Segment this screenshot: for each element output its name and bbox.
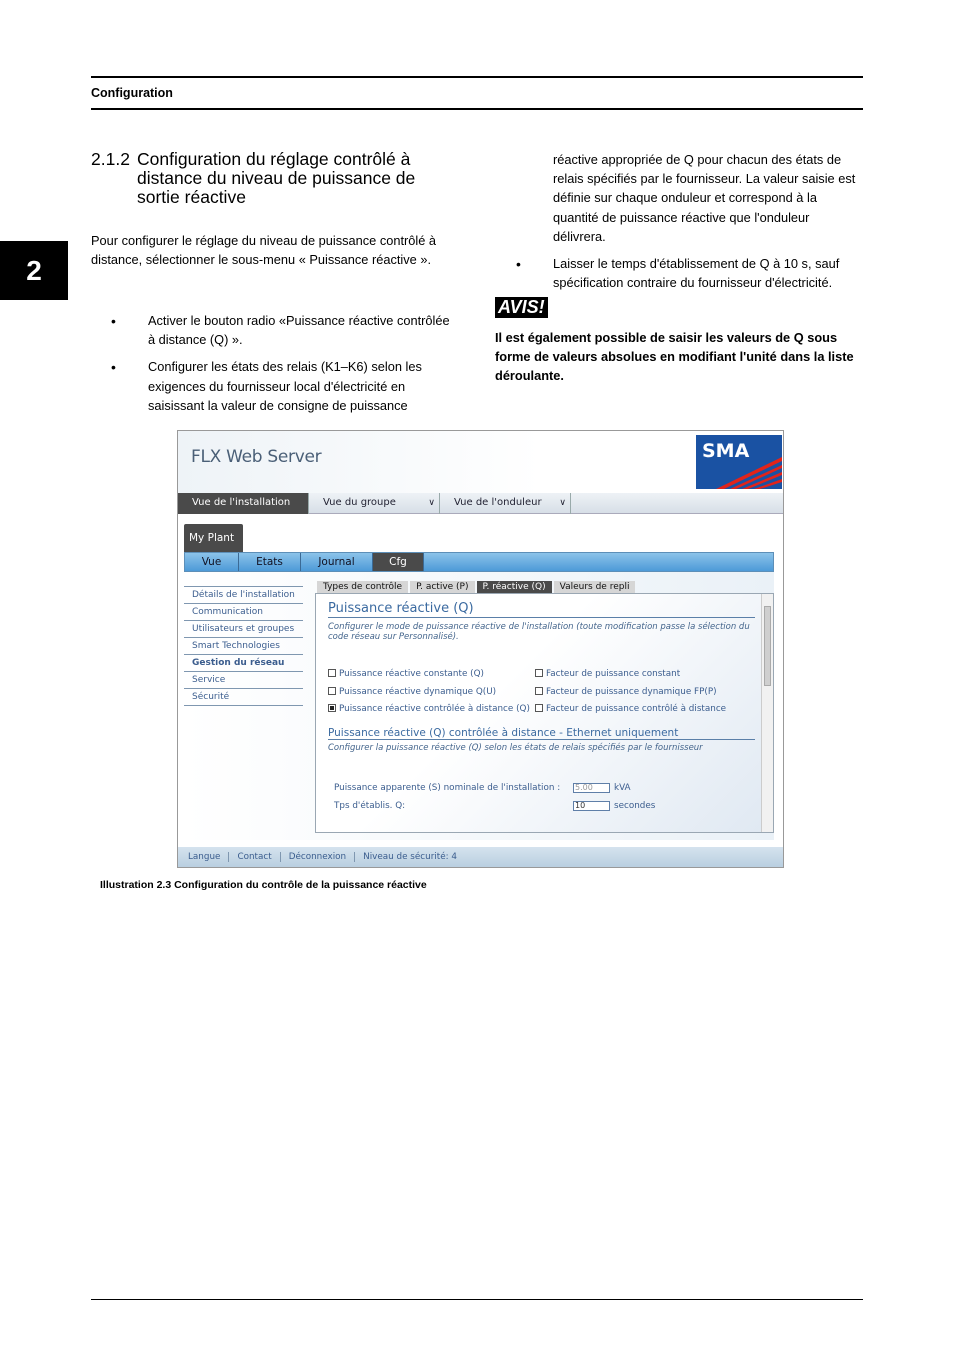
tab-group-view[interactable] [309,493,440,514]
tab-reactive-power[interactable]: P. réactive (Q) [477,581,552,593]
sidebar-item-grid-management[interactable]: Gestion du réseau [184,654,303,671]
option-label: Puissance réactive dynamique Q(U) [339,687,497,697]
header-bottom-rule [91,108,863,110]
tab-active-power[interactable]: P. active (P) [410,581,474,593]
section-title: Configuration du réglage contrôlé à distance du niveau de puissance de sortie réactive [137,149,416,207]
tab-inverter-view[interactable] [440,493,571,514]
radio-button[interactable] [535,669,543,677]
screenshot-header [178,431,783,493]
notice-label: AVIS! [495,297,548,318]
option-constant-pf[interactable] [535,669,680,679]
footer-link-language[interactable]: Langue [188,852,229,862]
sidebar-item-users-groups[interactable]: Utilisateurs et groupes [184,620,303,637]
tab-label: Vue du groupe [323,497,396,508]
bullet-icon: • [111,359,116,376]
running-header: Configuration [91,86,173,100]
security-level: Niveau de sécurité: 4 [363,852,457,862]
logo-text: SMA [702,440,750,462]
list-item-text: Configurer les états des relais (K1–K6) selon les exigences du fournisseur local d'électricité en saisissant la valeur de consigne de puissance [148,359,422,413]
option-remote-pf[interactable] [535,704,726,714]
main-area [184,572,774,840]
option-constant-q[interactable] [328,669,484,679]
settling-time-input[interactable]: 10 [573,801,610,811]
settling-time-unit: secondes [614,801,656,811]
list-item [495,254,865,292]
intro-paragraph: Pour configurer le réglage du niveau de puissance contrôlé à distance, sélectionner le sous-menu « Puissance réactive ». [91,233,437,268]
footer-link-contact[interactable]: Contact [237,852,280,862]
figure-caption: Illustration 2.3 Configuration du contrôle de la puissance réactive [100,879,427,891]
section-number: 2.1.2 [91,149,130,169]
radio-button[interactable] [328,687,336,695]
option-label: Facteur de puissance contrôlé à distance [546,704,727,714]
app-title: FLX Web Server [191,447,322,467]
settings-panel [315,593,774,833]
sidebar-item-communication[interactable]: Communication [184,603,303,620]
radio-button[interactable] [535,704,543,712]
radio-button[interactable] [328,669,336,677]
notice-text: Il est également possible de saisir les valeurs de Q sous forme de valeurs absolues en modifiant l'unité dans la liste déroulante. [495,330,854,384]
tab-vue[interactable]: Vue [185,553,239,571]
subsection-description: Configurer la puissance réactive (Q) selon les états de relais spécifiés par le fournisseur [328,743,703,753]
sidebar-item-installation-details[interactable]: Détails de l'installation [184,586,303,603]
subsection-title: Puissance réactive (Q) contrôlée à distance - Ethernet uniquement [328,727,755,740]
continuation-paragraph: réactive appropriée de Q pour chacun des états de relais spécifiés par le fournisseur. La valeur saisie est définie sur chaque onduleur et correspond à la quantité de puissance réactive que l'onduleur délivrera. [553,152,856,244]
tab-journal[interactable]: Journal [301,553,373,571]
tab-fallback-values[interactable]: Valeurs de repli [554,581,636,593]
option-dynamic-pf[interactable] [535,687,717,697]
footer-bar [178,847,783,867]
bullet-icon: • [516,256,521,272]
tab-my-plant[interactable]: My Plant [184,524,243,552]
web-server-screenshot [177,430,784,868]
bullet-icon: • [111,313,116,329]
list-item [91,311,451,349]
chapter-tab: 2 [0,241,68,300]
option-dynamic-qu[interactable] [328,687,496,697]
settling-time-label: Tps d'établis. Q: [334,801,406,811]
list-item-text: Laisser le temps d'établissement de Q à 10 s, sauf spécification contraire du fournisseur d'électricité. [553,256,840,291]
sidebar-item-smart-technologies[interactable]: Smart Technologies [184,637,303,654]
option-label: Puissance réactive contrôlée à distance (Q) [339,704,530,714]
sma-logo-icon [696,435,782,489]
chevron-down-icon: ∨ [559,498,566,508]
option-label: Facteur de puissance dynamique FP(P) [546,687,717,697]
apparent-power-input[interactable]: 5.00 [573,783,610,793]
footer-link-logout[interactable]: Déconnexion [289,852,355,862]
bullet-list-left [91,311,451,423]
scrollbar[interactable] [761,594,773,832]
option-label: Puissance réactive constante (Q) [339,669,484,679]
sidebar-item-security[interactable]: Sécurité [184,688,303,705]
radio-button[interactable] [535,687,543,695]
list-item-text: Activer le bouton radio «Puissance réactive contrôlée à distance (Q) ». [148,313,450,348]
side-nav [184,586,303,706]
bullet-list-right [495,254,865,300]
tab-cfg[interactable]: Cfg [373,553,424,571]
footer-rule [91,1299,863,1300]
radio-button[interactable] [328,704,336,712]
option-remote-q[interactable] [328,704,530,714]
tab-etats[interactable]: Etats [239,553,301,571]
top-nav [178,493,783,514]
chevron-down-icon: ∨ [428,498,435,508]
list-item [91,357,451,415]
panel-title: Puissance réactive (Q) [328,601,755,618]
sub-nav [184,552,774,572]
apparent-power-label: Puissance apparente (S) nominale de l'installation : [334,783,561,793]
tab-label: Vue de l'onduleur [454,497,542,508]
panel-description: Configurer le mode de puissance réactive de l'installation (toute modification passe la sélection du code réseau sur Personnalisé). [328,622,750,642]
option-label: Facteur de puissance constant [546,669,681,679]
tab-installation-view[interactable] [178,493,309,514]
tab-control-types[interactable]: Types de contrôle [317,581,408,593]
sidebar-item-service[interactable]: Service [184,671,303,688]
apparent-power-unit: kVA [614,783,631,793]
header-top-rule [91,76,863,78]
panel-tabs [317,581,637,593]
logo-swoosh-icon [696,435,782,489]
scrollbar-thumb[interactable] [764,606,771,686]
tab-label: Vue de l'installation [192,497,291,508]
section-heading [91,150,461,207]
top-nav-spacer [571,493,783,514]
